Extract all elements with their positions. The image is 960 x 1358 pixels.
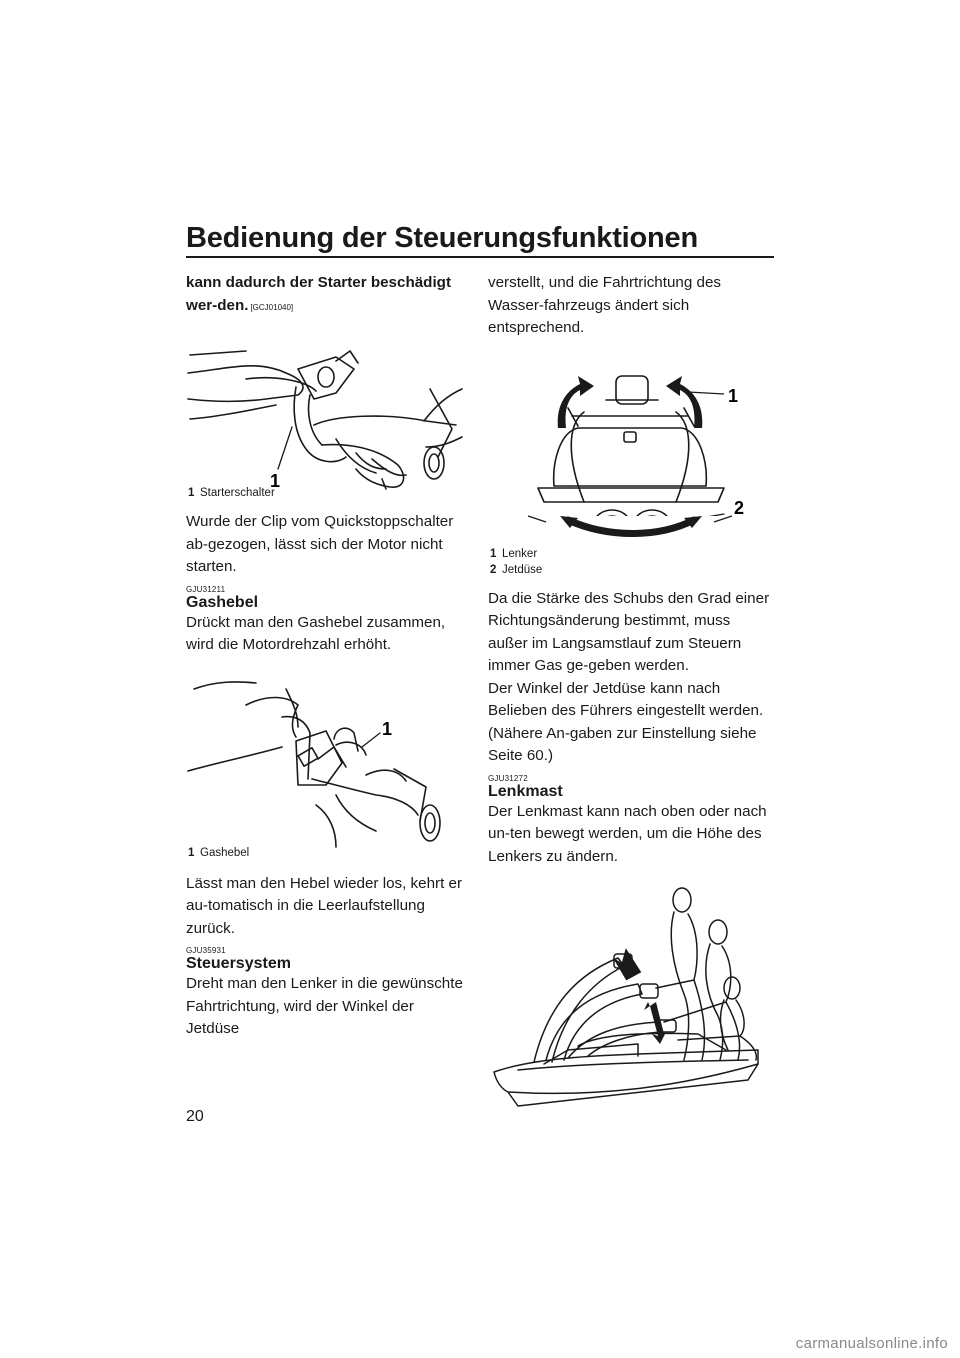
starter-switch-illustration — [186, 329, 468, 491]
figure-caption: 1 Starterschalter — [188, 487, 275, 499]
nozzle-swing-arrow — [488, 514, 774, 544]
right-column — [488, 272, 774, 1116]
steering-column-illustration — [488, 884, 778, 1116]
figure-throttle-lever — [186, 675, 468, 861]
page-number: 20 — [186, 1108, 204, 1125]
throttle-lever-illustration — [186, 675, 468, 851]
section-code: GJU31272 — [488, 773, 528, 783]
figure-starter-switch — [186, 329, 468, 501]
steering-illustration — [488, 352, 774, 516]
figure-caption: 1 Lenker 2 Jetdüse — [490, 547, 543, 576]
paragraph: verstellt, und die Fahrtrichtung des Wasser-fahrzeugs ändert sich entsprechend. — [488, 274, 721, 336]
warning-text: kann dadurch der Starter beschädigt wer-den. [GCJ01040] — [186, 274, 452, 314]
warning-code: [GCJ01040] — [250, 302, 294, 312]
section-heading-steuersystem: Steuersystem — [186, 955, 291, 972]
paragraph: Dreht man den Lenker in die gewünschte Fahrtrichtung, wird der Winkel der Jetdüse — [186, 975, 463, 1037]
paragraph: Der Lenkmast kann nach oben oder nach un-ten bewegt werden, um die Höhe des Lenkers zu ändern. — [488, 802, 767, 865]
left-column — [186, 272, 468, 1041]
figure-steering — [488, 352, 774, 578]
watermark: carmanualsonline.info — [795, 1335, 948, 1352]
paragraph: Der Winkel der Jetdüse kann nach Belieben des Führers eingestellt werden. (Nähere An-gaben zur Einstellung siehe Seite 60.) — [488, 679, 764, 764]
figure-label-1: 1 — [382, 718, 393, 739]
paragraph: Wurde der Clip vom Quickstoppschalter ab-gezogen, lässt sich der Motor nicht starten. — [186, 513, 454, 575]
section-code: GJU31211 — [186, 584, 226, 594]
section-heading-gashebel: Gashebel — [186, 593, 259, 611]
paragraph: Drückt man den Gashebel zusammen, wird die Motordrehzahl erhöht. — [186, 613, 446, 653]
section-heading-lenkmast: Lenkmast — [488, 782, 563, 800]
figure-label-2: 2 — [734, 497, 745, 516]
paragraph: Da die Stärke des Schubs den Grad einer Richtungsänderung bestimmt, muss außer im Langsamstlauf zum Steuern immer Gas ge-geben werden. — [488, 589, 770, 674]
figure-label-1: 1 — [270, 471, 281, 491]
section-code: GJU35931 — [186, 946, 226, 955]
figure-label-1: 1 — [728, 385, 739, 406]
paragraph: Lässt man den Hebel wieder los, kehrt er au-tomatisch in die Leerlaufstellung zurück. — [186, 874, 463, 937]
figure-caption: 1 Gashebel — [188, 846, 250, 859]
title-rule — [186, 256, 774, 258]
page-title: Bedienung der Steuerungsfunktionen — [186, 222, 698, 254]
figure-steering-column — [488, 884, 774, 1116]
